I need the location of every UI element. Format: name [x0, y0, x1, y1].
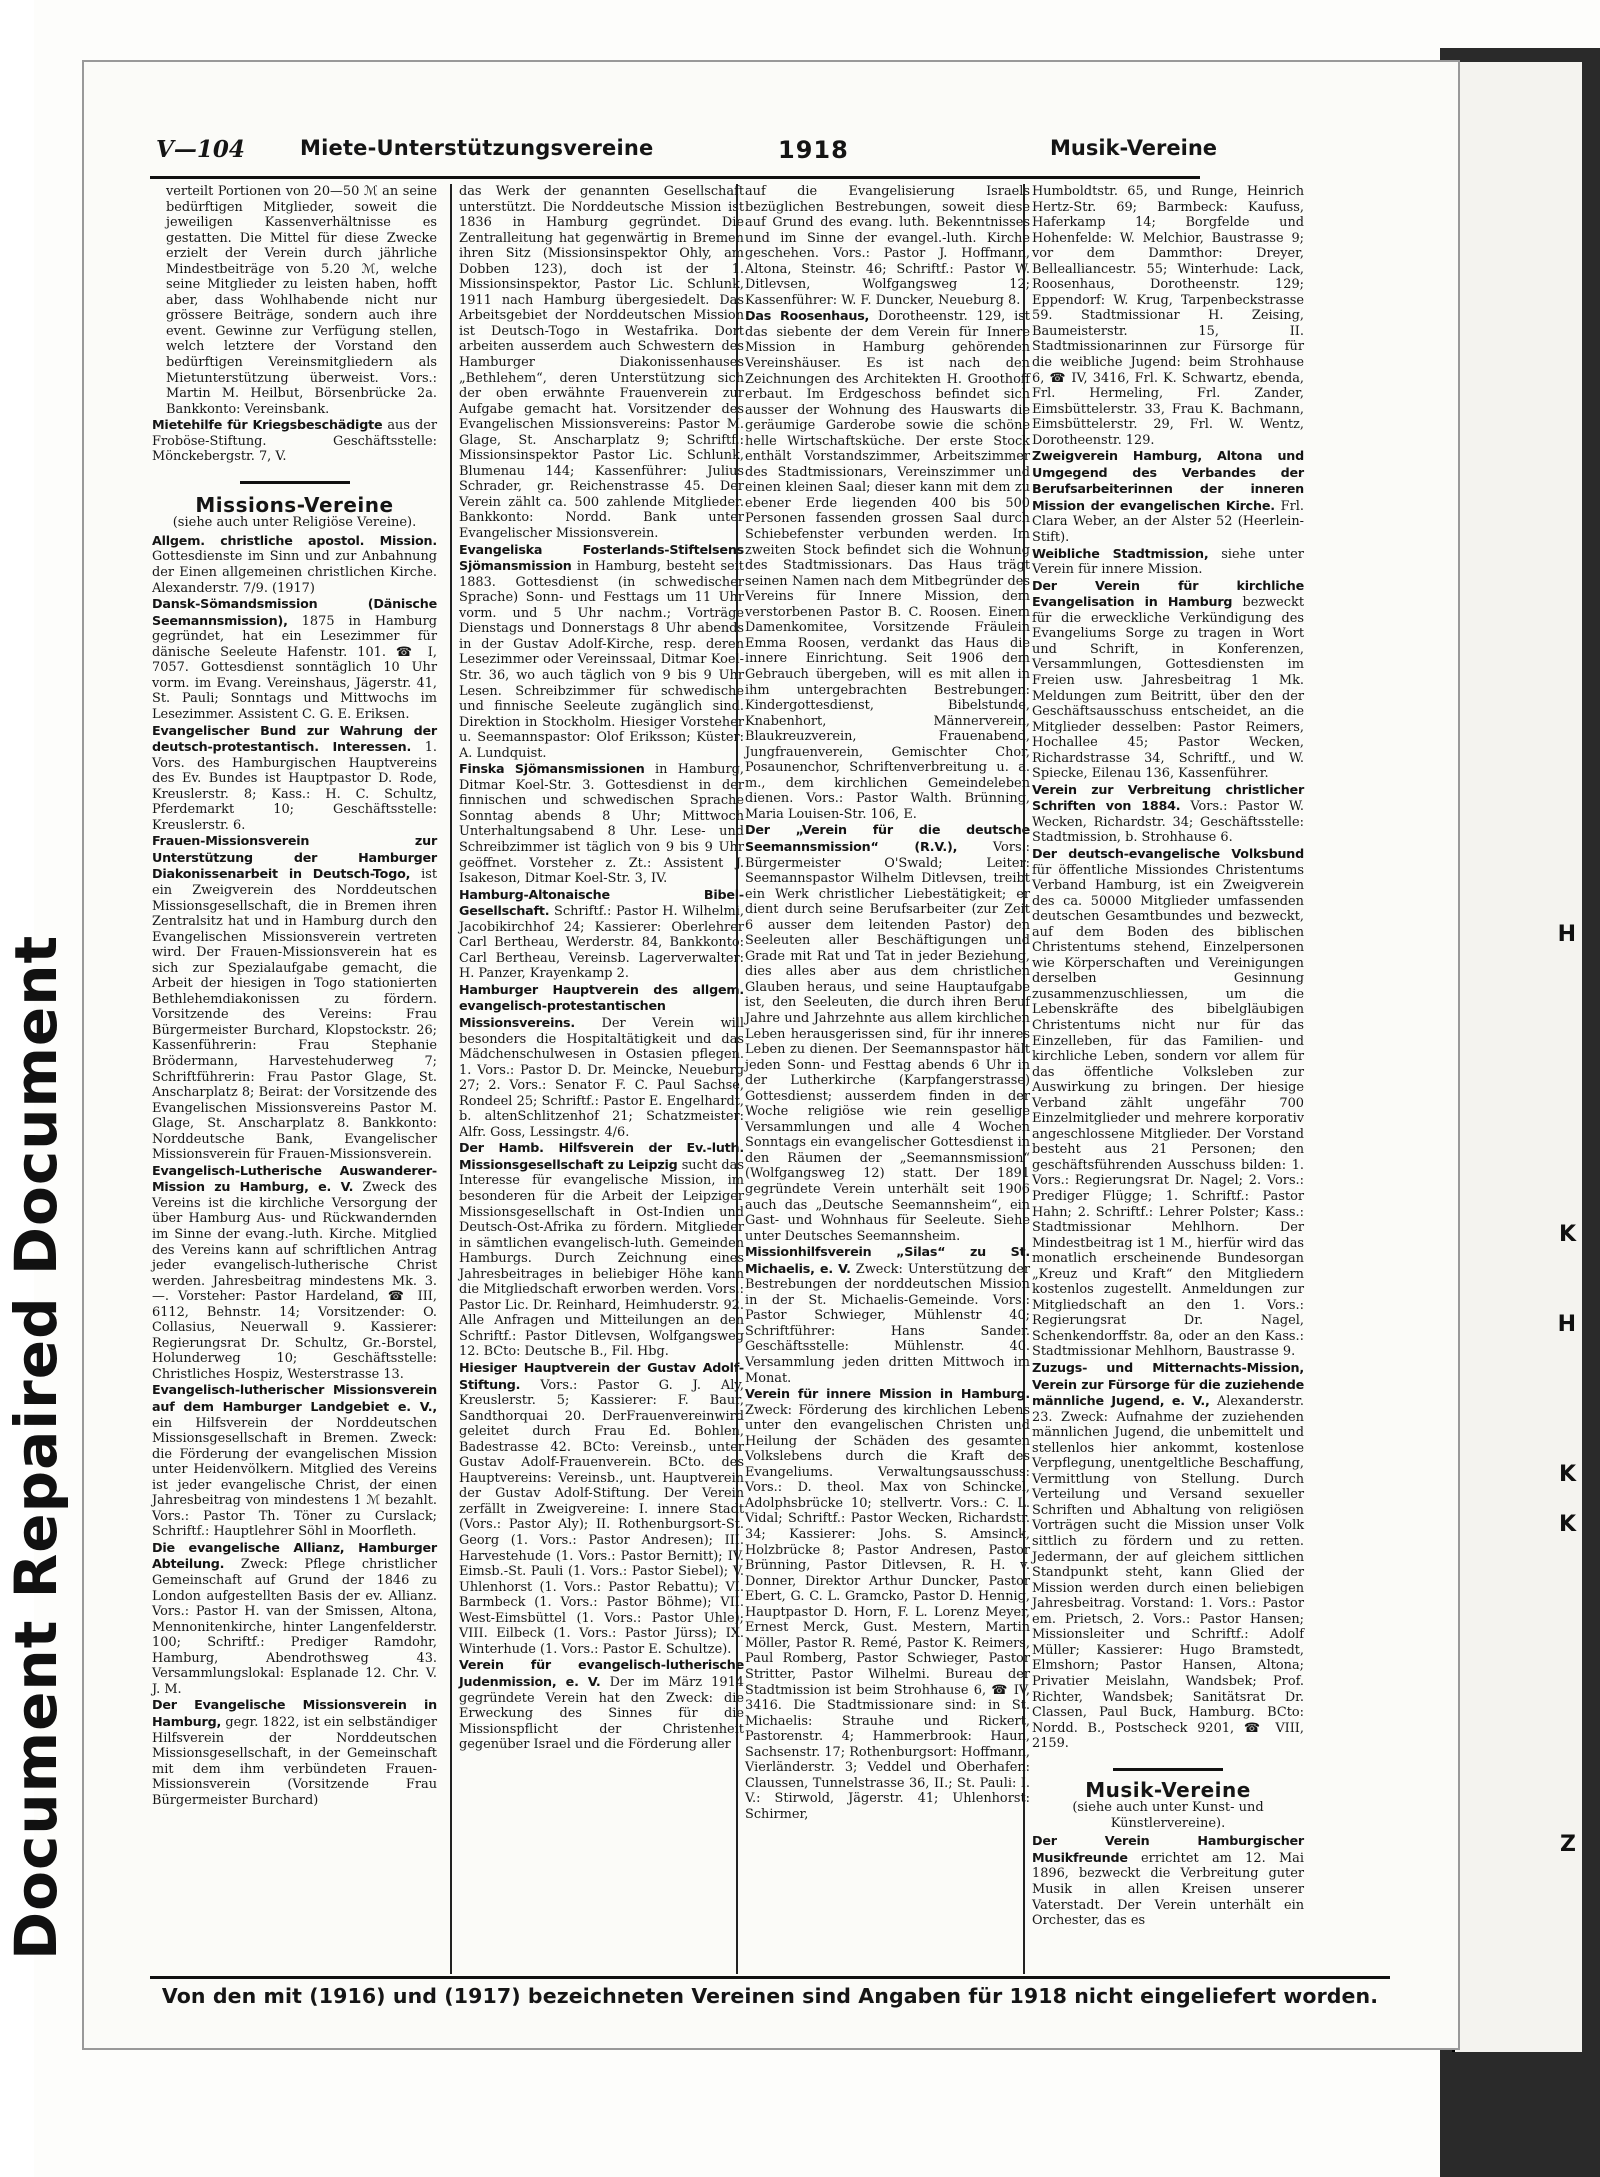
entry-body: Frl. Clara Weber, an der Alster 52 (Heerlein-Stift).	[1032, 498, 1304, 546]
entry-body: Alexanderstr. 23. Zweck: Aufnahme der zuziehenden männlichen Jugend, die unbemittelt und stellenlos hier ankommt, kostenlose Verpflegung, unentgeltliche Beschaffung, Vermittlung von Stellung. Durch Verteilung und Versand sexueller Schriften und Abhaltung von religiösen Vorträgen sucht die Mission unser Volk sittlich zu fördern und zu retten. Jedermann, der auf gleichem sittlichen Standpunkt steht, kann Glied der Mission werden durch einen beliebigen Jahresbeitrag. Vorstand: 1. Vors.: Pastor em. Prietsch, 2. Vors.: Pastor Hansen; Missionsleiter und Schriftf.: Adolf Müller; Kassierer: Hugo Bramstedt, Elmshorn; Pastor Hansen, Altona; Privatier Meislahn, Wandsbek; Prof. Richter, Wandsbek; Sanitätsrat Dr. Classen, Paul Buck, Hamburg. BCto: Nordd. B., Postscheck 9201, ☎ VIII, 2159.	[1032, 1394, 1304, 1752]
entry-body: Der Verein will besonders die Hospitaltätigkeit und das Mädchenschulwesen in Ostasien pflegen. 1. Vors.: Pastor D. Dr. Meincke, Neueburg 27; 2. Vors.: Senator F. C. Paul Sachse, Rondeel 25; Schriftf.: Pastor E. Engelhardt, b. altenSchlitzenhof 21; Schatzmeister: Alfr. Goss, Lessingstr. 4/6.	[459, 1015, 744, 1140]
page-number: V—104	[156, 136, 245, 163]
continuation-paragraph: Humboldtstr. 65, und Runge, Heinrich Hertz-Str. 69; Barmbeck: Kaufuss, Haferkamp 14; Borgfelde und Hohenfelde: W. Melchior, Baustrasse 9; vor dem Dammthor: Dreyer, Bellealliancestr. 55; Winterhude: Lack, Roosenhaus, Dorotheenstr. 129; Eppendorf: W. Krug, Tarpenbeckstrasse 59. Stadtmissionar H. Zeising, Baumeisterstr. 15, II. Stadtmissionarinnen zur Fürsorge für die weibliche Jugend: beim Strohhause 6, ☎ IV, 3416, Frl. K. Schwartz, ebenda, Frl. Hermeling, Frl. Zander, Eimsbüttelerstr. 33, Frau K. Bachmann, Eimsbüttelerstr. 29, Frl. W. Wentz, Dorotheenstr. 129.	[1032, 184, 1304, 448]
entry-name: Verein für innere Mission in Hamburg.	[745, 1386, 1030, 1402]
entry-name: Das Roosenhaus,	[745, 308, 870, 324]
entry-body: errichtet am 12. Mai 1896, bezweckt die Verbreitung guter Musik in allen Kreisen unserer Vaterstadt. Der Verein unterhält ein Orchester, das es	[1032, 1850, 1304, 1929]
directory-entry	[745, 1244, 1030, 1386]
entry-body: Der im März 1914 gegründete Verein hat den Zweck: die Erweckung des Sinnes für die Missionspflicht der Christenheit gegenüber Israel und die Förderung aller	[459, 1674, 744, 1753]
directory-entry	[745, 1386, 1030, 1822]
entry-name: Verein zur Verbreitung christlicher Schriften von 1884.	[1032, 781, 1304, 814]
adjacent-letter: Z	[1560, 1832, 1576, 1857]
entry-name: Die evangelische Allianz, Hamburger Abteilung.	[152, 1539, 437, 1572]
entry-body: gegr. 1822, ist ein selbständiger Hilfsverein der Norddeutschen Missionsgesellschaft, in der Gemeinschaft mit dem ihm verbündeten Frauen-Missionsverein (Vorsitzende Frau Bürgermeister Burchard)	[152, 1714, 437, 1808]
directory-entry	[152, 1382, 437, 1539]
section-note: (siehe auch unter Religiöse Vereine).	[172, 515, 417, 531]
running-title-left: Miete-Unterstützungsvereine	[300, 136, 654, 160]
directory-entry	[152, 1163, 437, 1383]
section-title: Musik-Vereine	[1085, 1777, 1251, 1802]
entry-name: Der Verein für kirchliche Evangelisation in Hamburg	[1032, 577, 1304, 610]
entry-list	[745, 308, 1030, 1822]
text-column-4	[1032, 184, 1304, 1979]
entry-list	[459, 542, 744, 1753]
entry-body: Dorotheenstr. 129, ist das siebente der dem Verein für Innere Mission in Hamburg gehörenden Vereinshäuser. Es ist nach den Zeichnungen des Architekten H. Groothoff erbaut. Im Erdgeschoss befindet sich ausser der Wohnung des Hauswarts die geräumige Garderobe sowie die schöne helle Wirtschaftsküche. Der erste Stock enthält Vorstandszimmer, Arbeitszimmer des Stadtmissionars, Vereinszimmer und einen kleinen Saal; dieser kann mit dem zu ebener Erde liegenden 400 bis 500 Personen fassenden grossen Saal durch Schiebefenster verbunden werden. Im zweiten Stock befindet sich die Wohnung des Stadtmissionars. Das Haus trägt seinen Namen nach dem Mitbegründer des Vereins für Innere Mission, dem verstorbenen Pastor B. C. Roosen. Einem Damenkomitee, Vorsitzende Fräulein Emma Roosen, verdankt das Haus die innere Einrichtung. Seit 1906 dem Gebrauch übergeben, will es mit allen in ihm untergebrachten Bestrebungen: Kindergottesdienst, Bibelstunde, Knabenhort, Männerverein, Blaukreuzverein, Frauenabend, Jungfrauenverein, Gemischter Chor, Posaunenchor, Schriftenverbreitung u. a. m., dem kirchlichen Gemeindeleben dienen. Vors.: Pastor Walth. Brünning, Maria Louisen-Str. 106, E.	[745, 309, 1030, 822]
entry-body: Zweck: Pflege christlicher Gemeinschaft auf Grund der 1846 zu London aufgestellten Basis der ev. Allianz. Vors.: Pastor H. van der Smissen, Altona, Mennonitenkirche, hinter Langenfelderstr. 100; Schriftf.: Prediger Ramdohr, Hamburg, Abendrothsweg 43. Versammlungslokal: Esplanade 12. Chr. V. J. M.	[152, 1557, 437, 1697]
directory-entry	[459, 887, 744, 982]
directory-entry	[1032, 1833, 1304, 1928]
footer-rule	[150, 1976, 1390, 1979]
page-year: 1918	[778, 136, 849, 164]
header-rule	[150, 176, 1200, 179]
directory-entry	[152, 723, 437, 834]
entry-name: Frauen-Missionsverein zur Unterstützung der Hamburger Diakonissenarbeit in Deutsch-Togo,	[152, 833, 437, 882]
entry-body: Vors.: Bürgermeister O'Swald; Leiter: Seemannspastor Wilhelm Ditlevsen, treibt ein Werk christlicher Liebestätigkeit; er dient durch seine Berufsarbeiter (zur Zeit 6 ausser dem leitenden Pastor) den Seeleuten aller Beschäftigungen und Grade mit Rat und Tat in jeder Beziehung, dies alles aber aus dem christlichen Glauben heraus, und seine Hauptaufgabe ist, den Seeleuten, die durch ihren Beruf Jahre und Jahrzehnte aus allem kirchlichen Leben herausgerissen sind, für ihr inneres Leben zu dienen. Der Seemannspastor hält jeden Sonn- und Festtag abends 6 Uhr in der Lutherkirche (Karpfangerstrasse) Gottesdienst; ausserdem finden in der Woche religiöse wie rein gesellige Versammlungen und alle 4 Wochen Sonntags ein evangelischer Gottesdienst in den Räumen der „Seemannsmission“ (Wolfgangsweg 12) statt. Der 1891 gegründete Verein unterhält seit 1906 auch das „Deutsche Seemannsheim“, ein Gast- und Wohnhaus für Seeleute. Siehe unter Deutsches Seemannsheim.	[745, 839, 1030, 1244]
entry-body: in Hamburg, besteht seit 1883. Gottesdienst (in schwedischer Sprache) Sonn- und Festtags um 11 Uhr vorm. und 5 Uhr nachm.; Vorträge Dienstags und Donnerstags 8 Uhr abends in der Gustav Adolf-Kirche, resp. deren Lesezimmer oder Vereinssaal, Ditmar Koel-Str. 36, wo auch täglich von 9 bis 9 Uhr Lesen. Schreibzimmer für schwedische und finnische Seeleute zugänglich sind. Direktion in Stockholm. Hiesiger Vorsteher u. Seemannspastor: Olof Eriksson; Küster: A. Lundquist.	[459, 559, 744, 761]
entry-body: Schriftf.: Pastor H. Wilhelmi, Jacobikirchhof 24; Kassierer: Oberlehrer Carl Bertheau, Werderstr. 84, Bankkonto: Carl Bertheau, Vereinsb. Lagerverwalter: H. Panzer, Krayenkamp 2.	[459, 904, 744, 982]
directory-entry	[152, 1697, 437, 1808]
entry-body: Zweck: Förderung des kirchlichen Lebens unter den evangelischen Christen und Heilung der Schäden des gesamten Volkslebens durch die Kraft des Evangeliums. Verwaltungsausschuss: Vors.: D. theol. Max von Schinckel, Adolphsbrücke 10; stellvertr. Vors.: C. L. Vidal; Schriftf.: Pastor Wecken, Richardstr. 34; Kassierer: Johs. S. Amsinck, Holzbrücke 8; Pastor Andresen, Pastor Brünning, Pastor Ditlevsen, R. H. v. Donner, Direktor Arthur Duncker, Pastor Ebert, G. C. L. Gramcko, Pastor D. Hennig, Hauptpastor D. Horn, F. L. Lorenz Meyer, Ernest Merck, Gust. Mestern, Martin Möller, Pastor R. Remé, Pastor K. Reimers, Paul Romberg, Pastor Schwieger, Pastor Stritter, Pastor Wilhelmi. Bureau der Stadtmission ist beim Strohhause 6, ☎ IV, 3416. Die Stadtmissionare sind: in St. Michaelis: Strauhe und Rickert, Pastorenstr. 4; Hammerbrook: Haun, Sachsenstr. 17; Rothenburgsort: Hoffmann, Vierländerstr. 3; Veddel und Oberhafen: Claussen, Tunnelstrasse 36, II.; St. Pauli: I. V.: Stirwold, Jägerstr. 41; Uhlenhorst: Schirmer,	[745, 1402, 1030, 1822]
directory-entry	[459, 542, 744, 762]
directory-entry	[152, 1540, 437, 1697]
entry-name: Evangelisch-Lutherische Auswanderer-Mission zu Hamburg, e. V.	[152, 1162, 437, 1195]
entry-name: Evangelisch-lutherischer Missionsverein auf dem Hamburger Landgebiet e. V.,	[152, 1382, 437, 1415]
entry-name: Allgem. christliche apostol. Mission.	[152, 532, 437, 548]
directory-entry	[745, 822, 1030, 1244]
entry-body: aus der Froböse-Stiftung. Geschäftsstelle: Mönckebergstr. 7, V.	[152, 418, 437, 465]
directory-entry	[152, 596, 437, 722]
directory-entry	[152, 833, 437, 1162]
adjacent-letter: H	[1557, 1312, 1576, 1337]
entry-name: Hamburg-Altonaische Bibel-Gesellschaft.	[459, 886, 744, 919]
adjacent-letter: H	[1557, 922, 1576, 947]
entry-body: Zweck des Vereins ist die kirchliche Versorgung der über Hamburg Aus- und Rückwandernden im Sinne der evang.-luth. Kirche. Mitglied des Vereins kann auf schriftlichen Antrag jeder evangelisch-lutherische Christ werden. Jahresbeitrag mindestens Mk. 3.—. Vorsteher: Pastor Hardeland, ☎ III, 6112, Behnstr. 14; Vorsitzender: O. Collasius, Neuerwall 9. Kassierer: Regierungsrat Dr. Schultz, Gr.-Borstel, Holunderweg 10; Geschäftsstelle: Christliches Hospiz, Westerstrasse 13.	[152, 1180, 437, 1382]
entry-name: Hiesiger Hauptverein der Gustav Adolf-Stiftung.	[459, 1360, 744, 1392]
entry-body: in Hamburg, Ditmar Koel-Str. 3. Gottesdienst in der finnischen und schwedischen Sprache Sonntag abends 8 Uhr; Mittwoch Unterhaltungsabend 8 Uhr. Lese- und Schreibzimmer ist täglich von 9 bis 9 Uhr geöffnet. Vorsteher z. Zt.: Assistent J. Isakeson, Ditmar Koel-Str. 3, IV.	[459, 762, 744, 887]
entry-name: Finska Sjömansmissionen	[459, 761, 645, 777]
directory-entry	[152, 417, 437, 465]
directory-entry	[459, 1140, 744, 1360]
entry-body: bezweckt für die erweckliche Verkündigung des Evangeliums Sorge zu tragen in Wort und Schrift, in Konferenzen, Versammlungen, Gottesdiensten im Freien usw. Jahresbeitrag 1 Mk. Meldungen zum Beitritt, über den der Geschäftsausschuss entscheidet, an die Mitglieder desselben: Pastor Reimers, Hochallee 45; Pastor Wecken, Richardstrasse 34, Schriftf., und W. Spiecke, Eilenau 136, Kassenführer.	[1032, 595, 1304, 782]
entry-name: Zuzugs- und Mitternachts-Mission, Verein zur Fürsorge für die zuziehende männliche Jugend, e. V.,	[1032, 1360, 1304, 1409]
directory-entry	[1032, 448, 1304, 545]
entry-list	[1032, 448, 1304, 1751]
text-column-3	[745, 184, 1030, 1974]
section-divider	[1113, 1768, 1223, 1771]
entry-body: für öffentliche Missiondes Christentums Verband Hamburg, ist ein Zweigverein des ca. 50000 Mitglieder umfassenden deutschen Gesamtbundes und bezweckt, auf dem Boden des biblischen Christentums stehend, Einzelpersonen wie Körperschaften und Vereinigungen derselben Gesinnung zusammenzuschliessen, um die Lebenskräfte des bibelgläubigen Christentums nicht nur für das Einzelleben, für das Familien- und kirchliche Leben, sondern vor allem für das öffentliche Volksleben zur Auswirkung zu bringen. Der hiesige Verband zählt ungefähr 700 Einzelmitglieder und mehrere korporativ angeschlossene Mitglieder. Der Vorstand besteht aus 21 Personen; den geschäftsführenden Ausschuss bilden: 1. Vors.: Regierungsrat Dr. Nagel; 2. Vors.: Prediger Flügge; 1. Schriftf.: Pastor Hahn; 2. Schriftf.: Lehrer Polster; Kass.: Stadtmissionar Mehlhorn. Der Mindestbeitrag ist 1 M., hierfür wird das monatlich erscheinende Bundesorgan „Kreuz und Kraft“ den Mitgliedern kostenlos zugestellt. Anmeldungen zur Mitgliedschaft an den 1. Vors.: Regierungsrat Dr. Nagel, Schenkendorffstr. 8a, oder an den Kass.: Stadtmissionar Mehlhorn, Baustrasse 9.	[1032, 862, 1304, 1360]
entry-body: Zweck: Unterstützung der Bestrebungen der norddeutschen Mission in der St. Michaelis-Gemeinde. Vors.: Pastor Schwieger, Mühlenstr 40; Schriftführer: Hans Sander. Geschäftsstelle: Mühlenstr. 40. Versammlung jeden dritten Mittwoch im Monat.	[745, 1261, 1030, 1386]
directory-entry	[459, 761, 744, 886]
entry-name: Evangelischer Bund zur Wahrung der deutsch-protestantisch. Interessen.	[152, 722, 437, 755]
continuation-paragraph: auf die Evangelisierung Israels bezüglichen Bestrebungen, soweit diese auf Grund des evang. luth. Bekenntnisses und im Sinne der evangel.-luth. Kirche geschehen. Vors.: Pastor J. Hoffmann, Altona, Steinstr. 46; Schriftf.: Pastor W. Ditlevsen, Wolfgangsweg 12; Kassenführer: W. F. Duncker, Neueburg 8.	[745, 184, 1030, 308]
entry-name: Der Evangelische Missionsverein in Hamburg,	[152, 1697, 437, 1729]
entry-name: Der Verein Hamburgischer Musikfreunde	[1032, 1833, 1304, 1865]
section-note: (siehe auch unter Kunst- und Künstlervereine).	[1072, 1800, 1264, 1831]
page-header	[150, 136, 1218, 172]
directory-entry	[1032, 782, 1304, 846]
entry-name: Hamburger Hauptverein des allgem. evangelisch-protestantischen Missionsvereins.	[459, 981, 744, 1030]
adjacent-letter: K	[1558, 1222, 1576, 1247]
entry-body: ein Hilfsverein der Norddeutschen Missionsgesellschaft in Bremen. Zweck: die Förderung der evangelischen Mission unter Heidenvölkern. Mitglied des Vereins ist jeder evangelische Christ, der einen Jahresbeitrag von mindestens 1 ℳ bezahlt. Vors.: Pastor Th. Töner zu Curslack; Schriftf.: Hauptlehrer Söhl in Moorfleth.	[152, 1415, 437, 1540]
entry-name: Verein für evangelisch-lutherische Judenmission, e. V.	[459, 1657, 744, 1689]
directory-entry	[1032, 1360, 1304, 1752]
directory-entry	[459, 982, 744, 1140]
directory-entry	[1032, 578, 1304, 782]
directory-entry	[459, 1360, 744, 1657]
continuation-paragraph: das Werk der genannten Gesellschaft unterstützt. Die Norddeutsche Mission ist 1836 in Hamburg gegründet. Die Zentralleitung hat gegenwärtig in Bremen ihren Sitz (Missionsinspektor Ohly, am Dobben 123), doch ist der 1. Missionsinspektor, Pastor Lic. Schlunk, 1911 nach Hamburg übergesiedelt. Das Arbeitsgebiet der Norddeutschen Mission ist Deutsch-Togo in Westafrika. Dort arbeiten ausserdem auch Schwestern des Hamburger Diakonissenhauses „Bethlehem“, deren Unterstützung sich der oben erwähnte Frauenverein zur Aufgabe gemacht hat. Vorsitzender des Evangelischen Missionsvereins: Pastor M. Glage, St. Anscharplatz 9; Schriftf.: Missionsinspektor Pastor Lic. Schlunk, Blumenau 144; Kassenführer: Julius Schrader, gr. Reichenstrasse 45. Der Verein zählt ca. 500 zahlende Mitglieder. Bankkonto: Nordd. Bank unter Evangelischer Missionsverein.	[459, 184, 744, 542]
directory-entry	[459, 1657, 744, 1752]
entry-name: Der Hamb. Hilfsverein der Ev.-luth. Missionsgesellschaft zu Leipzig	[459, 1140, 744, 1172]
scan-left-margin	[0, 0, 70, 2177]
section-divider	[240, 481, 350, 484]
footer-note: Von den mit (1916) und (1917) bezeichneten Vereinen sind Angaben für 1918 nicht eingeliefert worden.	[161, 1984, 1379, 2008]
entry-name: Weibliche Stadtmission,	[1032, 545, 1209, 561]
adjacent-letter: K	[1558, 1462, 1576, 1487]
section-title: Missions-Vereine	[195, 492, 394, 517]
directory-entry	[152, 533, 437, 596]
scan-watermark-text: Document Repaired Document	[2, 934, 70, 1960]
entry-name: Der deutsch-evangelische Volksbund	[1032, 845, 1304, 861]
entry-body: Vors.: Pastor G. J. Aly, Kreuslerstr. 5; Kassierer: F. Baur, Sandthorquai 20. DerFrauenvereinwird geleitet durch Frau Ed. Bohlen, Badestrasse 42. BCto: Vereinsb., unter Gustav Adolf-Frauenverein. BCto. des Hauptvereins: Vereinsb., unt. Hauptverein der Gustav Adolf-Stiftung. Der Verein zerfällt in Zweigvereine: I. innere Stadt (Vors.: Pastor Aly); II. Rothenburgsort-St. Georg (1. Vors.: Pastor Andresen); III. Harvestehude (1. Vors.: Pastor Bernitt); IV. Eimsb.-St. Pauli (1. Vors.: Pastor Siebel); V. Uhlenhorst (1. Vors.: Pastor Rebattu); VI. Barmbeck (1. Vors.: Pastor Böhme); VII. West-Eimsbüttel (1. Vors.: Pastor Uhle); VIII. Eilbeck (1. Vors.: Pastor Jürss); IX. Winterhude (1. Vors.: Pastor E. Schultze).	[459, 1377, 744, 1657]
entry-body: 1. Vors. des Hamburgischen Hauptvereins des Ev. Bundes ist Hauptpastor D. Rode, Kreuslerstr. 8; Kass.: H. C. Schultz, Pferdemarkt 10; Geschäftsstelle: Kreuslerstr. 6.	[152, 740, 437, 833]
entry-body: Vors.: Pastor W. Wecken, Richardstr. 34; Geschäftsstelle: Stadtmission, b. Strohhause 6.	[1032, 799, 1304, 846]
text-column-2	[459, 184, 744, 1974]
continuation-paragraph: verteilt Portionen von 20—50 ℳ an seine bedürftigen Mitglieder, soweit die jeweiligen Kassenverhältnisse es gestatten. Die Mittel für diese Zwecke erzielt der Verein durch jährliche Mindestbeiträge von 5.20 ℳ, welche seine Mitglieder zu leisten haben, hofft aber, dass Wohlhabende nicht nur grössere Beiträge, sondern auch ihre event. Gewinne zur Verfügung stellen, welch letztere der Vorstand den bedürftigen Vereinsmitgliedern als Mietunterstützung überweist. Vors.: Martin M. Heilbut, Börsenbrücke 2a. Bankkonto: Vereinsbank.	[166, 184, 437, 417]
entry-name: Missionhilfsverein „Silas“ zu St. Michaelis, e. V.	[745, 1244, 1030, 1276]
column-divider	[450, 184, 452, 1974]
entry-list	[152, 533, 437, 1808]
entry-body: 1875 in Hamburg gegründet, hat ein Lesezimmer für dänische Seeleute Hafenstr. 101. ☎ I, 7057. Gottesdienst sonntäglich 10 Uhr vorm. im Evang. Vereinshaus, Jägerstr. 41, St. Pauli; Sonntags und Mittwochs im Lesezimmer. Assistent C. G. E. Eriksen.	[152, 613, 437, 722]
entry-name: Dansk-Sömandsmission (Dänische Seemannsmission),	[152, 596, 437, 628]
directory-entry	[1032, 846, 1304, 1360]
adjacent-page-edge	[1452, 62, 1582, 2052]
text-column-1	[152, 184, 437, 1974]
entry-name: Der „Verein für die deutsche Seemannsmission“ (R.V.),	[745, 822, 1030, 854]
entry-body: siehe unter Verein für innere Mission.	[1032, 546, 1304, 578]
entry-name: Evangeliska Fosterlands-Stiftelsens Sjömansmission	[459, 541, 744, 574]
adjacent-letter: K	[1558, 1512, 1576, 1537]
running-title-right: Musik-Vereine	[1050, 136, 1218, 160]
entry-body: Gottesdienste im Sinn und zur Anbahnung der Einen allgemeinen christlichen Kirche. Alexanderstr. 7/9. (1917)	[152, 549, 437, 596]
entry-body: sucht das Interesse für evangelische Mission, im besonderen für die Arbeit der Leipziger Missionsgesellschaft in Ost-Indien und Deutsch-Ost-Afrika zu fördern. Mitglieder in sämtlichen evangelisch-luth. Gemeinden Hamburgs. Durch Zeichnung eines Jahresbeitrages in beliebiger Höhe kann die Mitgliedschaft erworben werden. Vors.: Pastor Lic. Dr. Reinhard, Heimhuderstr. 92. Alle Anfragen und Mitteilungen an den Schriftf.: Pastor Ditlevsen, Wolfgangsweg 12. BCto: Deutsche B., Fil. Hbg.	[459, 1157, 744, 1360]
directory-entry	[1032, 546, 1304, 578]
entry-name: Mietehilfe für Kriegsbeschädigte	[152, 417, 383, 433]
entry-body: ist ein Zweigverein des Norddeutschen Missionsgesellschaft, die in Bremen ihren Zentralsitz hat und in Hamburg durch den Evangelischen Missionsverein vertreten wird. Der Frauen-Missionsverein hat es sich zur Spezialaufgabe gemacht, die Arbeit der hiesigen in Togo stationierten Bethlehemdiakonissen zu fördern. Vorsitzende des Vereins: Frau Bürgermeister Burchard, Klopstockstr. 26; Kassenführerin: Frau Stephanie Brödermann, Harvestehuderweg 7; Schriftführerin: Frau Pastor Glage, St. Anscharplatz 8; Beirat: der Vorsitzende des Evangelischen Missionsvereins Pastor M. Glage, St. Anscharplatz 8. Bankkonto: Norddeutsche Bank, Evangelischer Missionsverein für Frauen-Missionsverein.	[152, 867, 437, 1163]
directory-entry	[745, 308, 1030, 822]
entry-name: Zweigverein Hamburg, Altona und Umgegend des Verbandes der Berufsarbeiterinnen der inneren Mission der evangelischen Kirche.	[1032, 448, 1304, 513]
